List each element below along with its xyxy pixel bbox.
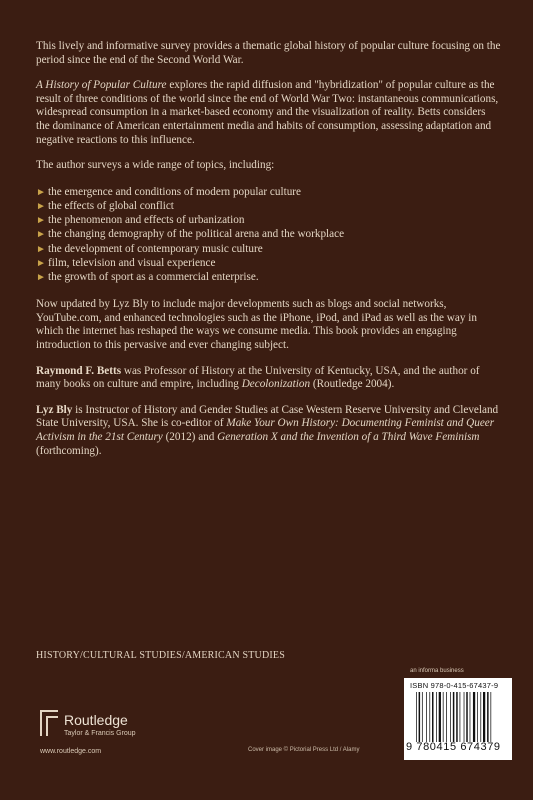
list-item: ► the changing demography of the political arena and the workplace bbox=[36, 227, 501, 241]
intro-paragraph: This lively and informative survey provides a thematic global history of popular culture focusing on the period since the end of the Second World War. bbox=[36, 40, 501, 66]
bullet-icon: ► bbox=[36, 243, 46, 255]
informa-label: an informa business bbox=[410, 668, 464, 674]
list-item: ► the effects of global conflict bbox=[36, 199, 501, 213]
list-item: ► the emergence and conditions of modern popular culture bbox=[36, 185, 501, 199]
barcode-bars bbox=[416, 692, 506, 742]
barcode bbox=[404, 678, 512, 760]
overview-text: explores the rapid diffusion and "hybridization" of popular culture as the result of three conditions of the world since the end of World War Two: instantaneous communications, widespread consumption in a market-based economy and the visualization of reality. Betts considers the dominance of American entertainment media and habits of consumption, assessing adaptation and negative reactions to this influence. bbox=[36, 79, 499, 146]
barcode-bar bbox=[460, 692, 461, 742]
barcode-bar bbox=[422, 692, 423, 742]
routledge-logo-icon bbox=[40, 710, 58, 736]
subject-category: HISTORY/CULTURAL STUDIES/AMERICAN STUDIES bbox=[36, 650, 285, 661]
barcode-bar bbox=[429, 692, 430, 742]
barcode-bar bbox=[446, 692, 447, 742]
publisher-block bbox=[40, 710, 240, 760]
barcode-digits: 9 780415 674379 bbox=[406, 741, 501, 753]
barcode-bar bbox=[490, 692, 491, 742]
topics-intro: The author surveys a wide range of topics, including: bbox=[36, 159, 275, 172]
barcode-bar bbox=[487, 692, 489, 742]
update-paragraph: Now updated by Lyz Bly to include major developments such as blogs and social networks, YouTube.com, and enhanced technologies such as the iPhone, iPod, and iPad as well as the way in which the internet has reshaped the ways we consume media. This book provides an engaging introduction to this pervasive and ever changing subject. bbox=[36, 298, 477, 351]
barcode-bar bbox=[464, 692, 465, 742]
description-block bbox=[36, 40, 501, 470]
book-title: Generation X and the Invention of a Third Wave Feminism bbox=[217, 430, 480, 443]
barcode-bar bbox=[477, 692, 478, 742]
barcode-bar bbox=[436, 692, 437, 742]
bullet-icon: ► bbox=[36, 200, 46, 212]
list-item: ► the growth of sport as a commercial enterprise. bbox=[36, 270, 501, 284]
author-name: Lyz Bly bbox=[36, 403, 73, 416]
isbn-label: ISBN 978-0-415-67437-9 bbox=[410, 681, 499, 690]
barcode-bar bbox=[466, 692, 468, 742]
bullet-icon: ► bbox=[36, 186, 46, 198]
book-title: Decolonization bbox=[241, 378, 311, 391]
overview-paragraph bbox=[36, 79, 501, 147]
barcode-bar bbox=[443, 692, 444, 742]
topics-list bbox=[36, 185, 501, 284]
bullet-icon: ► bbox=[36, 257, 46, 269]
bullet-icon: ► bbox=[36, 271, 46, 283]
list-item: ► the development of contemporary music culture bbox=[36, 242, 501, 256]
author-name: Raymond F. Betts bbox=[36, 364, 122, 377]
publisher-url[interactable]: www.routledge.com bbox=[40, 748, 102, 755]
barcode-bar bbox=[480, 692, 481, 742]
barcode-bar bbox=[456, 692, 458, 742]
book-title: A History of Popular Culture bbox=[36, 79, 167, 92]
list-item: ► film, television and visual experience bbox=[36, 256, 501, 270]
barcode-bar bbox=[450, 692, 451, 742]
barcode-bar bbox=[416, 692, 417, 742]
barcode-bar bbox=[473, 692, 475, 742]
bullet-icon: ► bbox=[36, 215, 46, 227]
barcode-bar bbox=[426, 692, 427, 742]
cover-credit: Cover image © Pictorial Press Ltd / Alamy bbox=[248, 747, 360, 753]
barcode-bar bbox=[439, 692, 441, 742]
author-bio-betts: Raymond F. Betts was Professor of History at the University of Kentucky, USA, and the author of many books on culture and empire, including Decolonization (Routledge 2004). bbox=[36, 364, 480, 391]
list-item: ► the phenomenon and effects of urbanization bbox=[36, 213, 501, 227]
publisher-name: Routledge bbox=[64, 712, 128, 728]
barcode-bar bbox=[419, 692, 421, 742]
barcode-bar bbox=[432, 692, 434, 742]
author-bio-bly: Lyz Bly is Instructor of History and Gender Studies at Case Western Reserve University and Cleveland State University, USA. She is co-editor of Make Your Own History: Documenting Feminist and Queer Activism in the 21st Century (2012) and Generation X and the Invention of a Third Wave Feminism (forthcoming). bbox=[36, 403, 499, 457]
barcode-bar bbox=[470, 692, 471, 742]
bullet-icon: ► bbox=[36, 229, 46, 241]
book-title: Make Your Own History: Documenting Feminist and Queer Activism in the 21st Century bbox=[36, 417, 495, 443]
barcode-bar bbox=[453, 692, 455, 742]
barcode-bar bbox=[483, 692, 485, 742]
publisher-group: Taylor & Francis Group bbox=[64, 730, 136, 737]
